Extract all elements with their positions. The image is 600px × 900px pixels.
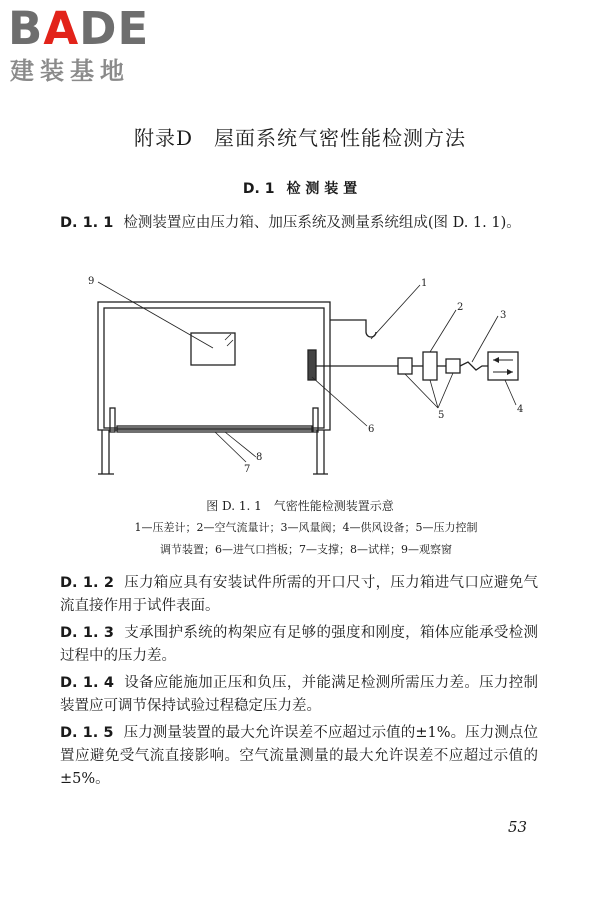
figure-legend-line-2: 调节装置；6—进气口挡板；7—支撑；8—试样；9—观察窗 [160,543,452,556]
figure-legend [96,517,516,561]
clause-number: D. 1. 4 [60,675,114,691]
figure-caption: 图 D. 1. 1 气密性能检测装置示意 [206,499,394,513]
clause-text: 检测装置应由压力箱、加压系统及测量系统组成(图 D. 1. 1)。 [123,215,521,231]
inlet-baffle [308,350,316,380]
air-volume-valve [446,359,460,373]
callout-2: 2 [457,302,464,313]
appendix-title: 附录D 屋面系统气密性能检测方法 [133,126,467,150]
section-number: D. 1 [242,181,275,197]
callout-1: 1 [421,278,428,289]
callout-8: 8 [256,452,263,463]
pressure-gauge-tube [330,320,376,337]
pressure-box-inner [104,308,324,428]
clause-text: 压力测量装置的最大允许误差不应超过示值的±1%。压力测点位置应避免受气流直接影响。空气流量测量的最大允许误差不应超过示值的±5%。 [60,725,539,787]
air-supply-equipment [488,352,518,380]
clause-paragraph [60,622,538,668]
clause-number: D. 1. 2 [60,575,114,591]
observation-window [191,333,235,365]
clause-text: 设备应能施加正压和负压，并能满足检测所需压力差。压力控制装置应可调节保持试验过程稳定压力差。 [60,675,538,714]
pressure-box [98,302,330,430]
callout-3: 3 [500,310,507,321]
clause-number: D. 1. 1 [60,215,114,231]
clause-number: D. 1. 3 [60,625,114,641]
callout-5: 5 [438,410,445,421]
callout-6: 6 [368,424,375,435]
section-heading [60,178,540,198]
page-number: 53 [508,818,528,836]
clause-paragraph [60,572,538,618]
clause-text: 支承围护系统的构架应有足够的强度和刚度，箱体应能承受检测过程中的压力差。 [60,625,538,664]
test-apparatus-diagram [80,272,540,487]
logo-wordmark: BADE [8,2,150,55]
clause-paragraph [60,722,538,791]
clause-paragraph [60,672,538,718]
section-title: 检 测 装 置 [286,181,358,197]
callout-4: 4 [517,404,524,415]
air-flow-meter [423,352,437,380]
bade-logo [8,4,188,90]
clause-text: 压力箱应具有安装试件所需的开口尺寸，压力箱进气口应避免气流直接作用于试件表面。 [60,575,538,614]
logo-tagline: 建装基地 [10,57,130,85]
clause-number: D. 1. 5 [60,725,114,741]
callout-7: 7 [244,464,251,475]
pressure-control-device [398,358,412,374]
clause-paragraph [60,212,538,235]
callout-9: 9 [88,276,95,287]
figure-legend-line-1: 1—压差计；2—空气流量计；3—风量阀；4—供风设备；5—压力控制 [134,521,478,534]
